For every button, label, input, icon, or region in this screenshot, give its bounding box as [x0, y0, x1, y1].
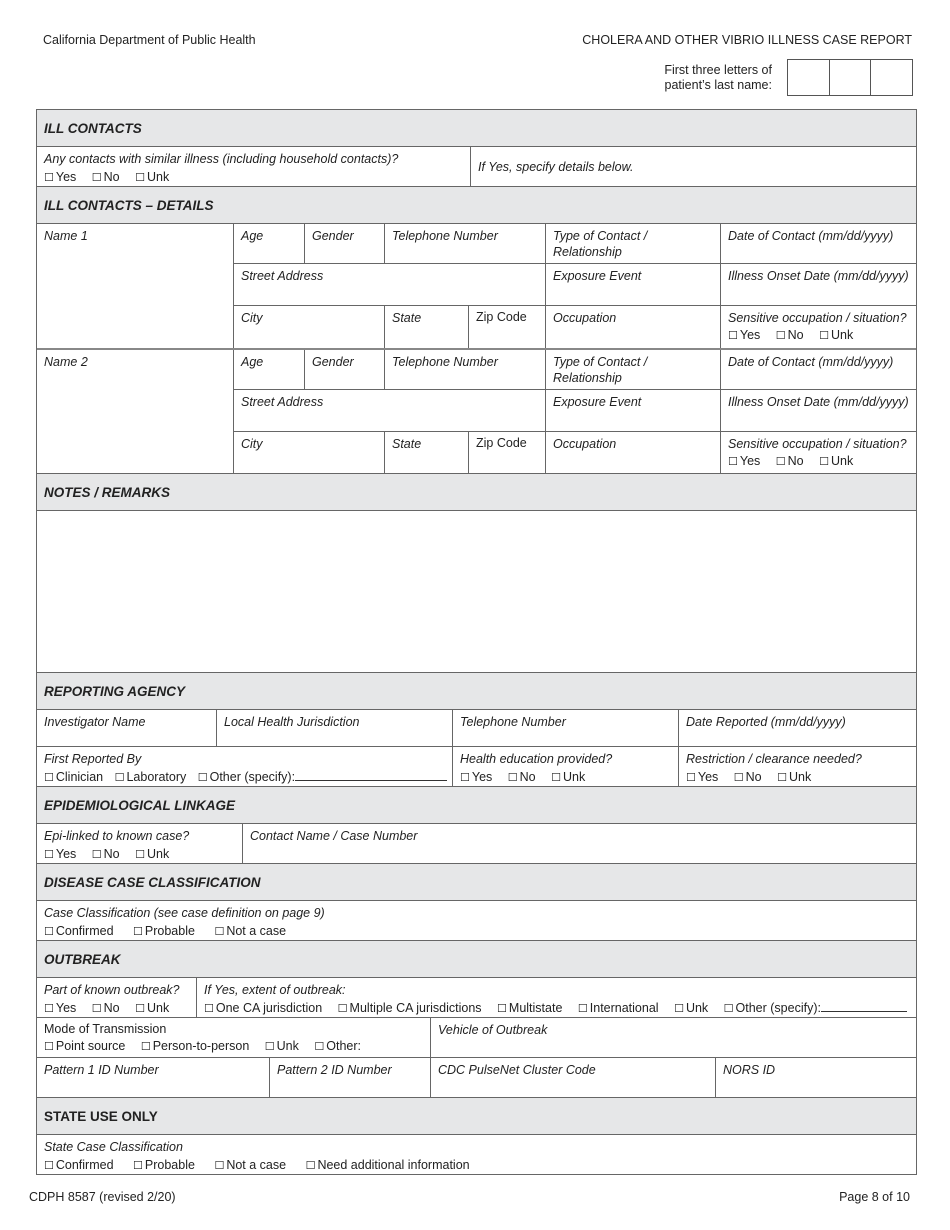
checkbox-icon: ☐ — [775, 455, 786, 468]
contact-1-occupation[interactable]: Occupation — [546, 306, 721, 348]
known-outbreak-yes[interactable]: ☐ Yes — [44, 1001, 77, 1015]
epi-linked-unk[interactable]: ☐ Unk — [135, 847, 170, 861]
mode-transmission-cell — [37, 1018, 431, 1057]
contact-2-sensitive-cell — [721, 432, 916, 473]
checkbox-icon: ☐ — [214, 925, 225, 938]
section-reporting-agency: REPORTING AGENCY — [37, 673, 916, 710]
checkbox-icon: ☐ — [133, 1159, 143, 1172]
case-classification-label: Case Classification (see case definition on page 9) — [44, 906, 325, 920]
footer-page-number: Page 8 of 10 — [839, 1190, 910, 1204]
checkbox-icon: ☐ — [135, 171, 145, 184]
extent-other[interactable]: ☐ Other (specify): — [724, 1001, 907, 1015]
known-outbreak-options — [44, 1000, 190, 1017]
contact-2-age[interactable]: Age — [234, 350, 305, 389]
contact-2-occupation[interactable]: Occupation — [546, 432, 721, 473]
checkbox-icon: ☐ — [507, 771, 518, 784]
health-education-label: Health education provided? — [460, 752, 613, 766]
contact-2-exposure[interactable]: Exposure Event — [546, 390, 721, 431]
mode-transmission-options — [44, 1038, 424, 1055]
contact-1-sensitive-yes[interactable]: ☐ Yes — [728, 328, 761, 342]
section-case-classification: DISEASE CASE CLASSIFICATION — [37, 864, 916, 901]
checkbox-icon: ☐ — [551, 771, 561, 784]
health-education-yes[interactable]: ☐ Yes — [460, 770, 493, 784]
contact-2-zip-label: Zip Code — [476, 436, 527, 450]
checkbox-icon: ☐ — [497, 1002, 507, 1015]
restriction-cell — [679, 747, 916, 786]
section-ill-contacts-details: ILL CONTACTS – DETAILS — [37, 187, 916, 224]
contact-1-age[interactable]: Age — [234, 224, 305, 263]
checkbox-icon: ☐ — [91, 171, 102, 184]
state-not-case[interactable]: ☐ Not a case — [214, 1158, 287, 1172]
checkbox-icon: ☐ — [777, 771, 787, 784]
contact-1-sensitive-no[interactable]: ☐ No — [775, 328, 804, 342]
outbreak-extent-options — [204, 1000, 910, 1017]
health-education-cell — [453, 747, 679, 786]
contact-2-block — [37, 350, 916, 474]
ill-contacts-unk[interactable]: ☐ Unk — [135, 170, 170, 184]
health-education-unk[interactable]: ☐ Unk — [551, 770, 586, 784]
initial-letter-3[interactable] — [871, 60, 912, 95]
first-reported-options — [44, 769, 446, 786]
contact-1-sensitive-options — [728, 327, 910, 344]
ill-contacts-options — [44, 169, 464, 186]
vehicle-of-outbreak[interactable]: Vehicle of Outbreak — [438, 1023, 548, 1037]
checkbox-icon: ☐ — [44, 1159, 54, 1172]
contact-2-date-contact[interactable]: Date of Contact (mm/dd/yyyy) — [728, 355, 894, 369]
first-reported-other[interactable]: ☐ Other (specify): — [198, 770, 447, 784]
contact-1-block — [37, 224, 916, 350]
checkbox-icon: ☐ — [728, 455, 738, 468]
checkbox-icon: ☐ — [337, 1002, 348, 1015]
ill-contacts-row — [37, 147, 916, 187]
checkbox-icon: ☐ — [133, 925, 143, 938]
contact-2-zip[interactable] — [469, 432, 546, 473]
known-outbreak-cell — [37, 978, 197, 1017]
local-health-jurisdiction[interactable]: Local Health Jurisdiction — [217, 710, 453, 746]
classification-probable[interactable]: ☐ Probable — [133, 924, 195, 938]
mode-person-to-person[interactable]: ☐ Person-to-person — [140, 1039, 250, 1053]
health-education-options — [460, 769, 672, 786]
checkbox-icon: ☐ — [197, 771, 208, 784]
known-outbreak-label: Part of known outbreak? — [44, 983, 180, 997]
classification-confirmed[interactable]: ☐ Confirmed — [44, 924, 114, 938]
extent-multiple-ca[interactable]: ☐ Multiple CA jurisdictions — [337, 1001, 482, 1015]
epi-linked-yes[interactable]: ☐ Yes — [44, 847, 77, 861]
mode-unk[interactable]: ☐ Unk — [264, 1039, 299, 1053]
initial-letter-2[interactable] — [830, 60, 872, 95]
checkbox-icon: ☐ — [460, 771, 470, 784]
contact-2-sensitive-label: Sensitive occupation / situation? — [728, 437, 907, 451]
ill-contacts-ifyes: If Yes, specify details below. — [478, 160, 634, 174]
ill-contacts-ifyes-cell — [471, 147, 916, 186]
footer-form-id: CDPH 8587 (revised 2/20) — [29, 1190, 176, 1204]
state-classification-cell — [37, 1135, 916, 1174]
extent-unk[interactable]: ☐ Unk — [674, 1001, 709, 1015]
contact-1-date-contact[interactable]: Date of Contact (mm/dd/yyyy) — [728, 229, 894, 243]
epi-linked-cell — [37, 824, 243, 863]
contact-2-street[interactable]: Street Address — [234, 390, 546, 431]
date-reported[interactable]: Date Reported (mm/dd/yyyy) — [686, 715, 846, 729]
checkbox-icon: ☐ — [577, 1002, 588, 1015]
checkbox-icon: ☐ — [44, 771, 54, 784]
checkbox-icon: ☐ — [44, 848, 54, 861]
checkbox-icon: ☐ — [264, 1040, 275, 1053]
mode-transmission-label: Mode of Transmission — [44, 1022, 167, 1036]
contact-1-telephone[interactable]: Telephone Number — [385, 224, 546, 263]
contact-1-city[interactable]: City — [234, 306, 385, 348]
initials-label — [640, 63, 772, 93]
contact-1-contact-type[interactable]: Type of Contact / Relationship — [546, 224, 721, 263]
extent-multistate[interactable]: ☐ Multistate — [497, 1001, 563, 1015]
case-classification-options — [44, 923, 910, 940]
section-epi-linkage: EPIDEMIOLOGICAL LINKAGE — [37, 787, 916, 824]
extent-international[interactable]: ☐ International — [577, 1001, 659, 1015]
known-outbreak-unk[interactable]: ☐ Unk — [135, 1001, 170, 1015]
checkbox-icon: ☐ — [204, 1002, 214, 1015]
checkbox-icon: ☐ — [728, 329, 738, 342]
state-probable[interactable]: ☐ Probable — [133, 1158, 195, 1172]
epi-linked-label: Epi-linked to known case? — [44, 829, 190, 843]
ill-contacts-yes[interactable]: ☐ Yes — [44, 170, 77, 184]
case-classification-cell — [37, 901, 916, 940]
checkbox-icon: ☐ — [819, 455, 829, 468]
ill-contacts-no[interactable]: ☐ No — [91, 170, 120, 184]
contact-2-sensitive-yes[interactable]: ☐ Yes — [728, 454, 761, 468]
restriction-yes[interactable]: ☐ Yes — [686, 770, 719, 784]
outbreak-extent-cell — [197, 978, 916, 1017]
section-state-use-only: STATE USE ONLY — [37, 1098, 916, 1135]
first-reported-label: First Reported By — [44, 752, 142, 766]
state-classification-label: State Case Classification — [44, 1140, 183, 1154]
state-classification-options — [44, 1157, 910, 1174]
contact-1-street[interactable]: Street Address — [234, 264, 546, 305]
checkbox-icon: ☐ — [819, 329, 829, 342]
checkbox-icon: ☐ — [91, 848, 102, 861]
restriction-unk[interactable]: ☐ Unk — [777, 770, 812, 784]
checkbox-icon: ☐ — [214, 1159, 225, 1172]
contact-2-sensitive-no[interactable]: ☐ No — [775, 454, 804, 468]
contact-1-exposure[interactable]: Exposure Event — [546, 264, 721, 305]
nors-id[interactable]: NORS ID — [723, 1063, 776, 1077]
checkbox-icon: ☐ — [135, 1002, 145, 1015]
known-outbreak-no[interactable]: ☐ No — [91, 1001, 120, 1015]
contact-2-city[interactable]: City — [234, 432, 385, 473]
contact-2-sensitive-unk[interactable]: ☐ Unk — [819, 454, 854, 468]
checkbox-icon: ☐ — [44, 1040, 54, 1053]
contact-1-sensitive-label: Sensitive occupation / situation? — [728, 311, 907, 325]
ill-contacts-question: Any contacts with similar illness (including household contacts)? — [44, 152, 399, 166]
checkbox-icon: ☐ — [314, 1040, 325, 1053]
checkbox-icon: ☐ — [140, 1040, 151, 1053]
other-specify-line[interactable] — [295, 769, 447, 781]
checkbox-icon: ☐ — [44, 925, 54, 938]
section-outbreak: OUTBREAK — [37, 941, 916, 978]
contact-1-gender[interactable]: Gender — [305, 224, 385, 263]
reporting-telephone[interactable]: Telephone Number — [453, 710, 679, 746]
checkbox-icon: ☐ — [686, 771, 696, 784]
extent-one-ca[interactable]: ☐ One CA jurisdiction — [204, 1001, 323, 1015]
initials-label-line2: patient’s last name: — [664, 78, 772, 92]
mode-point-source[interactable]: ☐ Point source — [44, 1039, 126, 1053]
restriction-label: Restriction / clearance needed? — [686, 752, 862, 766]
contact-2-name-cell[interactable] — [37, 350, 234, 473]
contact-2-state[interactable]: State — [385, 432, 469, 473]
pattern-2-id[interactable]: Pattern 2 ID Number — [270, 1058, 431, 1097]
section-ill-contacts: ILL CONTACTS — [37, 110, 916, 147]
contact-1-onset[interactable]: Illness Onset Date (mm/dd/yyyy) — [728, 269, 909, 283]
contact-1-sensitive-unk[interactable]: ☐ Unk — [819, 328, 854, 342]
notes-textarea[interactable] — [37, 511, 916, 673]
classification-not-case[interactable]: ☐ Not a case — [214, 924, 287, 938]
initials-input-boxes — [787, 59, 913, 96]
pulsenet-cluster-code[interactable]: CDC PulseNet Cluster Code — [431, 1058, 716, 1097]
first-reported-clinician[interactable]: ☐ Clinician — [44, 770, 104, 784]
restriction-options — [686, 769, 910, 786]
checkbox-icon: ☐ — [44, 1002, 54, 1015]
initial-letter-1[interactable] — [788, 60, 830, 95]
header-report-title: CHOLERA AND OTHER VIBRIO ILLNESS CASE REPORT — [582, 33, 912, 47]
contact-1-zip-label: Zip Code — [476, 310, 527, 324]
header-agency: California Department of Public Health — [43, 33, 256, 47]
first-reported-laboratory[interactable]: ☐ Laboratory — [114, 770, 187, 784]
health-education-no[interactable]: ☐ No — [507, 770, 536, 784]
contact-1-state[interactable]: State — [385, 306, 469, 348]
restriction-no[interactable]: ☐ No — [733, 770, 762, 784]
contact-2-gender[interactable]: Gender — [305, 350, 385, 389]
contact-1-name-label: Name 1 — [44, 229, 88, 243]
contact-2-sensitive-options — [728, 453, 910, 470]
contact-2-onset[interactable]: Illness Onset Date (mm/dd/yyyy) — [728, 395, 909, 409]
checkbox-icon: ☐ — [135, 848, 145, 861]
epi-linked-options — [44, 846, 236, 863]
pattern-1-id[interactable]: Pattern 1 ID Number — [37, 1058, 270, 1097]
section-notes: NOTES / REMARKS — [37, 474, 916, 511]
state-need-info[interactable]: ☐ Need additional information — [305, 1158, 470, 1172]
epi-linked-no[interactable]: ☐ No — [91, 847, 120, 861]
case-report-form — [36, 109, 917, 1175]
contact-1-sensitive-cell — [721, 306, 916, 348]
investigator-name[interactable]: Investigator Name — [37, 710, 217, 746]
extent-other-line[interactable] — [821, 1000, 907, 1012]
contact-1-name-cell[interactable] — [37, 224, 234, 348]
checkbox-icon: ☐ — [114, 771, 125, 784]
checkbox-icon: ☐ — [44, 171, 54, 184]
contact-1-zip[interactable] — [469, 306, 546, 348]
state-confirmed[interactable]: ☐ Confirmed — [44, 1158, 114, 1172]
outbreak-extent-label: If Yes, extent of outbreak: — [204, 983, 346, 997]
contact-2-contact-type[interactable]: Type of Contact / Relationship — [546, 350, 721, 389]
epi-contact-name[interactable]: Contact Name / Case Number — [250, 829, 418, 843]
contact-2-name-label: Name 2 — [44, 355, 88, 369]
mode-other[interactable]: ☐ Other: — [314, 1039, 361, 1053]
initials-label-line1: First three letters of — [664, 63, 772, 77]
checkbox-icon: ☐ — [775, 329, 786, 342]
checkbox-icon: ☐ — [674, 1002, 684, 1015]
checkbox-icon: ☐ — [733, 771, 744, 784]
checkbox-icon: ☐ — [305, 1159, 316, 1172]
ill-contacts-question-cell — [37, 147, 471, 186]
checkbox-icon: ☐ — [723, 1002, 734, 1015]
first-reported-cell — [37, 747, 453, 786]
contact-2-telephone[interactable]: Telephone Number — [385, 350, 546, 389]
checkbox-icon: ☐ — [91, 1002, 102, 1015]
